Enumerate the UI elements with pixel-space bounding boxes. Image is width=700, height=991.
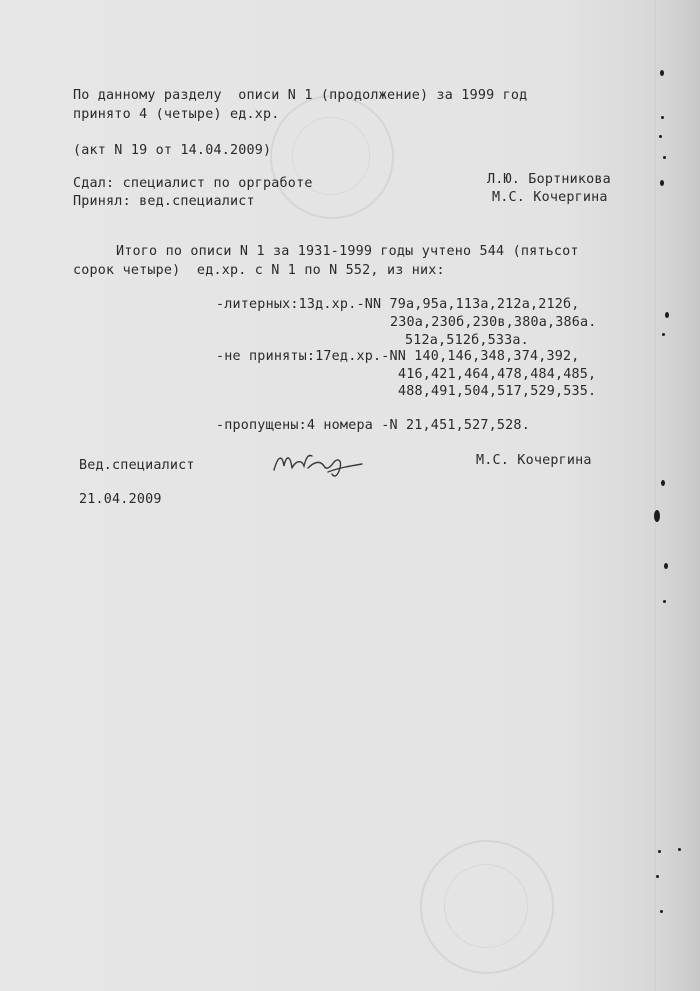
literal-line-3: 512а,512б,533а.	[405, 333, 529, 348]
scan-mark	[661, 480, 665, 486]
faint-stamp-bottom-inner	[444, 864, 528, 948]
scan-mark	[678, 848, 681, 851]
scan-mark	[664, 563, 668, 569]
literal-line-2: 230а,230б,230в,380а,386а.	[390, 315, 597, 330]
scan-mark	[661, 116, 664, 119]
scan-mark	[663, 156, 666, 159]
scan-mark	[659, 135, 662, 138]
scan-mark	[660, 180, 664, 186]
scan-mark	[660, 910, 663, 913]
signer-name: М.С. Кочергина	[476, 453, 592, 468]
date: 21.04.2009	[79, 492, 162, 507]
not-accepted-line-2: 416,421,464,478,484,485,	[398, 367, 597, 382]
scan-mark	[662, 333, 665, 336]
scan-mark	[658, 850, 661, 853]
signer-role: Вед.специалист	[79, 458, 195, 473]
accepted-name: М.С. Кочергина	[492, 190, 608, 205]
handed-over-name: Л.Ю. Бортникова	[487, 172, 611, 187]
accepted-role: Принял: вед.специалист	[73, 194, 255, 209]
scan-mark	[654, 510, 660, 522]
scan-mark	[663, 600, 666, 603]
literal-line-1: -литерных:13д.хр.-NN 79а,95а,113а,212а,212б,	[216, 297, 580, 312]
not-accepted-line-1: -не приняты:17ед.хр.-NN 140,146,348,374,392,	[216, 349, 580, 364]
not-accepted-line-3: 488,491,504,517,529,535.	[398, 384, 597, 399]
header-line-1: По данному разделу описи N 1 (продолжение) за 1999 год	[73, 88, 528, 103]
scan-mark	[660, 70, 664, 76]
page-edge-shadow	[655, 0, 700, 991]
total-line-2: сорок четыре) ед.хр. с N 1 по N 552, из них:	[73, 263, 445, 278]
skipped-line: -пропущены:4 номера -N 21,451,527,528.	[216, 418, 530, 433]
act-line: (акт N 19 от 14.04.2009)	[73, 143, 272, 158]
handwritten-signature	[268, 446, 368, 480]
header-line-2: принято 4 (четыре) ед.хр.	[73, 107, 280, 122]
scan-mark	[656, 875, 659, 878]
handed-over-role: Сдал: специалист по оргработе	[73, 176, 313, 191]
total-line-1: Итого по описи N 1 за 1931-1999 годы учтено 544 (пятьсот	[116, 244, 579, 259]
scan-mark	[665, 312, 669, 318]
